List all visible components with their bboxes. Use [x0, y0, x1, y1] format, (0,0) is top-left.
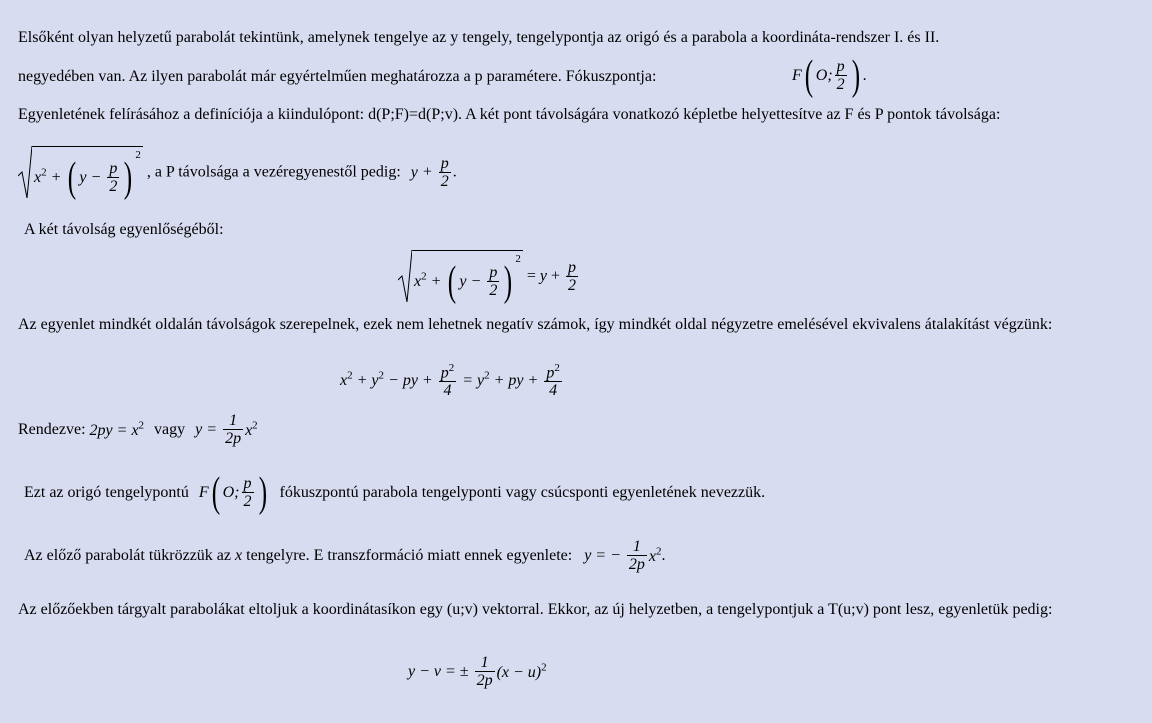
paragraph-rearranged: Rendezve: $2py = x^2$ vagy y = $\frac{1}{2p}$ $x^2$ [18, 412, 258, 447]
radical-sign-2 [398, 250, 412, 302]
paragraph-squaring [18, 314, 1134, 336]
paragraph-reflection: Az előző parabolát tükrözzük az x tengelyre. E transzformáció miatt ennek egyenlete: y = − $\frac{1}{2p}$ $x^2$. [24, 538, 666, 573]
equality-text: A két távolság egyenlőségéből: [24, 221, 224, 238]
vertical-distance-text: , a P távolsága a vezéregyenestől pedig: [146, 163, 401, 181]
paragraph-intro-line2 [18, 55, 1134, 99]
fraction-p-over-2: $\frac{p}{2}$ [836, 58, 845, 93]
distance-formula-line: $x^2$ + ( y − $\frac{p}{2}$ )$^2$ , a P távolsága a vezéregyenestől pedig: y + $\frac{p}{2}$ . [18, 146, 457, 199]
fraction-p-over-2-b: $\frac{p}{2}$ [440, 154, 449, 190]
sqrt-expression-1: $x^2$ + ( y − $\frac{p}{2}$ )$^2$ [18, 146, 143, 199]
definition-text: Egyenletének felírásához a definíciója a kiindulópont: d(P;F)=d(P;v). A két pont távolságára vonatkozó képletbe helyettesítve az F és P pontok távolsága: [18, 106, 1001, 123]
rearranged-label: Rendezve: [18, 421, 86, 438]
paragraph-vertex-equation: Ezt az origó tengelypontú F( O; $\frac{p}{2}$ ) fókuszpontú parabola tengelyponti vagy csúcsponti egyenletének nevezzük. [24, 470, 766, 516]
paragraph-definition [18, 104, 1134, 126]
focus-formula-1: F( O; $\frac{p}{2}$ ) . [792, 53, 867, 99]
paragraph-translation [18, 599, 1134, 621]
paragraph-intro-line1 [18, 27, 1134, 49]
equation-squared: $x^2 + y^2$ − py + $\frac{p^2}{4}$ = $y^2$ + py + $\frac{p^2}{4}$ [340, 362, 560, 400]
radical-sign [18, 146, 32, 198]
intro-text-1: Elsőként olyan helyzetű parabolát tekintünk, amelynek tengelye az y tengely, tengelypontja az origó és a parabola a koordináta-rendszer I. és II. [18, 29, 940, 46]
equation-distance-equal: $x^2$ + ( y − $\frac{p}{2}$ )$^2$ = y + $\frac{p}{2}$ [398, 250, 580, 303]
intro-text-2: negyedében van. Az ilyen parabolát már egyértelműen meghatározza a p paramétere. Fókuszpontja: [18, 68, 657, 85]
translation-text: Az előzőekben tárgyalt parabolákat eltoljuk a koordinátasíkon egy (u;v) vektorral. Ekkor, az új helyzetben, a tengelypontjuk a T(u;v) pont lesz, egyenletük pedig: [18, 601, 1053, 618]
equation-translated: y − v = ± $\frac{1}{2p}$ $(x - u)^2$ [408, 654, 547, 689]
squaring-text: Az egyenlet mindkét oldalán távolságok szerepelnek, ezek nem lehetnek negatív számok, így mindkét oldal négyzetre emelésével ekvivalens átalakítást végzünk: [18, 316, 1053, 333]
paragraph-equality [24, 219, 1134, 241]
